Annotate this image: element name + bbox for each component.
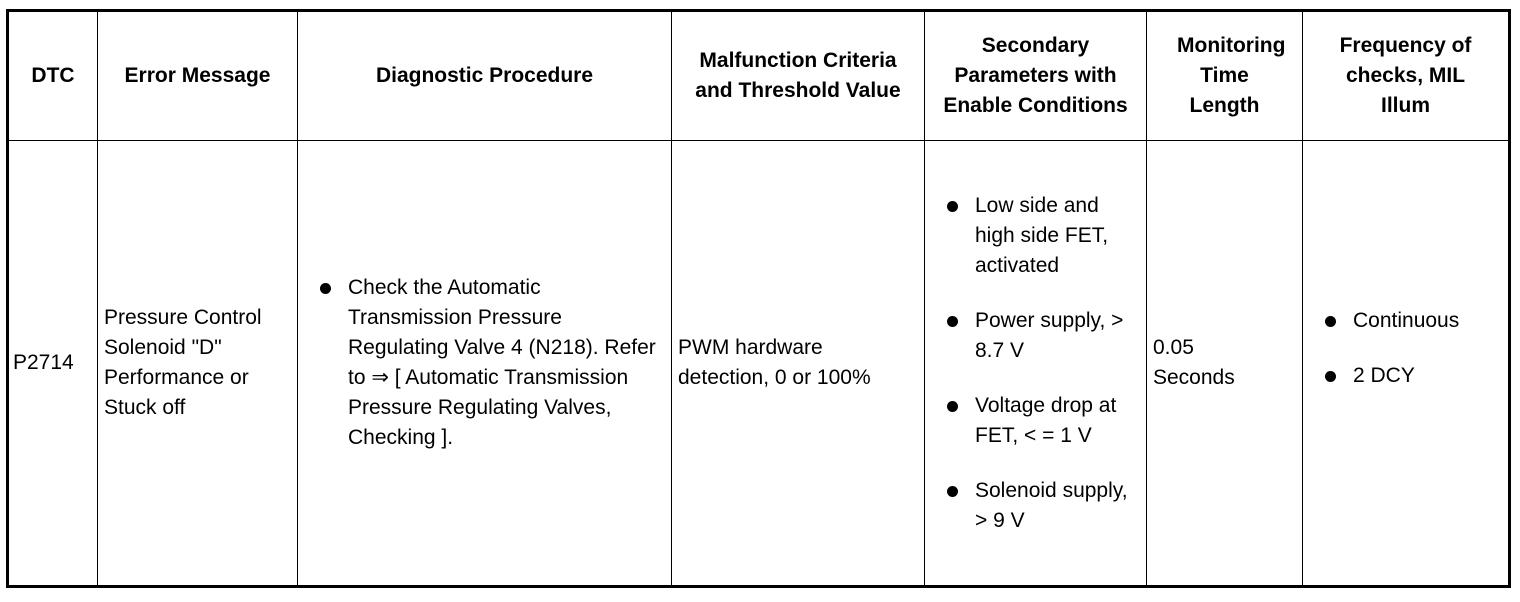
bullet-icon: [1325, 371, 1336, 382]
header-monitoring-time: [1147, 11, 1303, 141]
dtc-table: [6, 9, 1511, 588]
bullet-icon: [947, 401, 958, 412]
secondary-parameter-text: Voltage drop at FET, < = 1 V: [975, 393, 1117, 447]
list-item: [925, 476, 1142, 536]
header-frequency-text: Frequency of checks, MIL Illum: [1339, 34, 1472, 117]
secondary-parameters-list: [925, 191, 1146, 536]
header-secondary-parameters: [925, 11, 1147, 141]
header-diagnostic-procedure: Diagnostic Procedure: [298, 11, 672, 141]
header-malfunction-criteria: [672, 11, 925, 141]
diagnostic-step-text: Check the Automatic Transmission Pressure Regulating Valve 4 (N218). Refer to ⇒ [ Automatic Transmission Pressure Regulating Valves, Checking ].: [348, 276, 656, 449]
malfunction-criteria-text: PWM hardware detection, 0 or 100%: [678, 336, 871, 389]
cell-diagnostic-procedure: [298, 141, 672, 587]
list-item: [298, 273, 661, 453]
cell-dtc: [8, 141, 98, 587]
cell-monitoring-time: [1147, 141, 1303, 587]
cell-error-message: [98, 141, 298, 587]
list-item: [1303, 306, 1508, 336]
list-item: [925, 191, 1142, 281]
list-item: [925, 391, 1142, 451]
bullet-icon: [947, 201, 958, 212]
bullet-icon: [947, 486, 958, 497]
header-malfunction-criteria-text: Malfunction Criteria and Threshold Value: [695, 49, 901, 102]
secondary-parameter-text: Power supply, > 8.7 V: [975, 308, 1124, 362]
header-secondary-parameters-text: Secondary Parameters with Enable Conditions: [943, 34, 1128, 117]
secondary-parameter-text: Low side and high side FET, activated: [975, 193, 1109, 277]
list-item: [925, 306, 1142, 366]
bullet-icon: [947, 316, 958, 327]
error-message-text: Pressure Control Solenoid "D" Performance or Stuck off: [104, 306, 262, 419]
frequency-text: Continuous: [1353, 308, 1460, 332]
dtc-code: P2714: [13, 351, 74, 374]
list-item: [1303, 361, 1508, 391]
header-frequency: [1303, 11, 1510, 141]
table-row: [8, 141, 1510, 587]
header-monitoring-time-text: Monitoring Time Length: [1177, 34, 1286, 117]
bullet-icon: [1325, 316, 1336, 327]
header-error-message: Error Message: [98, 11, 298, 141]
cell-frequency: [1303, 141, 1510, 587]
cell-malfunction-criteria: [672, 141, 925, 587]
frequency-list: [1303, 306, 1508, 421]
bullet-icon: [320, 283, 331, 294]
diagnostic-procedure-list: [298, 273, 671, 453]
cell-secondary-parameters: [925, 141, 1147, 587]
header-dtc: DTC: [8, 11, 98, 141]
frequency-text: 2 DCY: [1353, 363, 1415, 387]
monitoring-time-text: 0.05 Seconds: [1153, 336, 1235, 389]
secondary-parameter-text: Solenoid supply, > 9 V: [975, 478, 1128, 532]
header-row: [8, 11, 1510, 141]
